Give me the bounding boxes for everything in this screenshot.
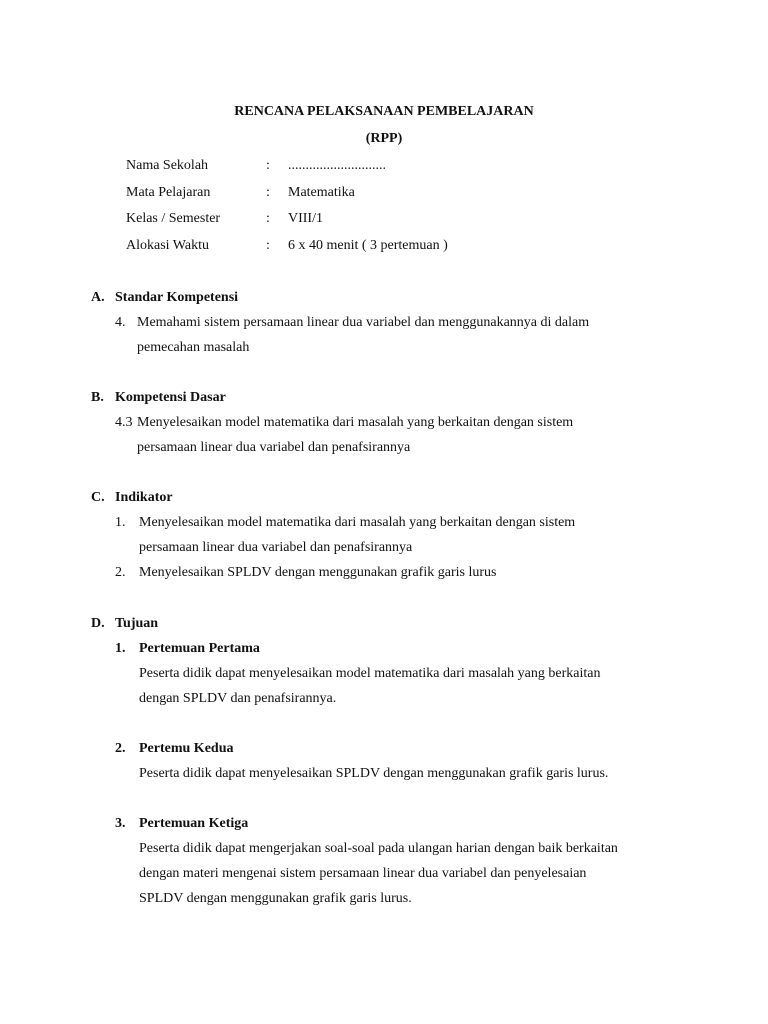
objective-heading — [115, 636, 677, 661]
text-line: pemecahan masalah — [137, 340, 250, 355]
section-letter: B. — [91, 390, 104, 405]
page-title: RENCANA PELAKSANAAN PEMBELAJARAN — [234, 104, 534, 119]
text-line: dengan SPLDV dan penafsirannya. — [139, 691, 337, 706]
item-number: 4.3 — [115, 415, 133, 430]
identity-label: Nama Sekolah — [126, 158, 209, 173]
text-line: persamaan linear dua variabel dan penafsirannya — [137, 440, 411, 455]
section-standar-kompetensi — [91, 285, 677, 360]
text-line: dengan materi mengenai sistem persamaan linear dua variabel dan penyelesaian — [139, 866, 587, 881]
identity-row — [126, 206, 448, 233]
identity-colon: : — [266, 184, 270, 200]
identity-value: Matematika — [288, 184, 355, 200]
identity-row — [126, 153, 448, 180]
objective-title: Pertemuan Ketiga — [139, 816, 249, 831]
text-line: persamaan linear dua variabel dan penafsirannya — [139, 540, 413, 555]
section-letter: C. — [91, 490, 105, 505]
item-number: 3. — [115, 816, 126, 831]
text-line: Peserta didik dapat menyelesaikan model matematika dari masalah yang berkaitan — [139, 666, 601, 681]
list-item — [115, 560, 677, 585]
objective-block — [115, 811, 677, 911]
item-number: 1. — [115, 641, 126, 656]
identity-row — [126, 180, 448, 207]
text-line: Memahami sistem persamaan linear dua variabel dan menggunakannya di dalam — [137, 315, 590, 330]
list-item — [115, 510, 677, 560]
section-title: Indikator — [115, 490, 173, 505]
section-indikator — [91, 485, 677, 585]
item-number: 4. — [115, 315, 126, 330]
item-number: 1. — [115, 515, 126, 530]
identity-value: 6 x 40 menit ( 3 pertemuan ) — [288, 237, 448, 253]
objective-heading — [115, 736, 677, 761]
identity-table — [126, 153, 448, 259]
list-item — [115, 410, 677, 460]
section-heading — [91, 285, 677, 310]
item-text: Menyelesaikan SPLDV dengan menggunakan grafik garis lurus — [139, 565, 497, 580]
item-text — [139, 510, 677, 560]
text-line: SPLDV dengan menggunakan grafik garis lurus. — [139, 891, 412, 906]
objective-heading — [115, 811, 677, 836]
identity-colon: : — [266, 237, 270, 253]
item-number: 2. — [115, 565, 126, 580]
identity-label: Kelas / Semester — [126, 211, 221, 226]
identity-colon: : — [266, 211, 270, 226]
identity-row — [126, 233, 448, 260]
item-text — [137, 310, 677, 360]
identity-value: VIII/1 — [288, 211, 323, 226]
objective-block — [115, 636, 677, 711]
section-tujuan — [91, 611, 677, 911]
identity-value: ............................ — [288, 158, 386, 173]
section-kompetensi-dasar — [91, 385, 677, 460]
identity-colon: : — [266, 158, 270, 173]
section-heading — [91, 385, 677, 410]
objective-title: Pertemuan Pertama — [139, 641, 260, 656]
text-line: Menyelesaikan model matematika dari masalah yang berkaitan dengan sistem — [137, 415, 574, 430]
section-title: Tujuan — [115, 616, 159, 631]
item-text — [137, 410, 677, 460]
objective-text — [139, 661, 677, 711]
page-subtitle: (RPP) — [365, 131, 403, 146]
spacer — [91, 786, 677, 811]
identity-label: Mata Pelajaran — [126, 184, 211, 200]
section-heading — [91, 611, 677, 636]
list-item — [115, 310, 677, 360]
section-heading — [91, 485, 677, 510]
section-letter: D. — [91, 616, 105, 631]
section-title: Kompetensi Dasar — [115, 390, 226, 405]
text-line: Menyelesaikan model matematika dari masalah yang berkaitan dengan sistem — [139, 515, 576, 530]
section-title: Standar Kompetensi — [115, 290, 239, 305]
item-number: 2. — [115, 741, 126, 756]
objective-title: Pertemu Kedua — [139, 741, 234, 756]
section-letter: A. — [91, 290, 105, 305]
objective-block — [115, 736, 677, 786]
text-line: Peserta didik dapat mengerjakan soal-soal pada ulangan harian dengan baik berkaitan — [139, 841, 618, 856]
objective-text — [139, 836, 677, 911]
identity-label: Alokasi Waktu — [126, 237, 209, 253]
text-line: Peserta didik dapat menyelesaikan SPLDV dengan menggunakan grafik garis lurus. — [139, 766, 609, 781]
spacer — [91, 711, 677, 736]
objective-text — [139, 761, 677, 786]
